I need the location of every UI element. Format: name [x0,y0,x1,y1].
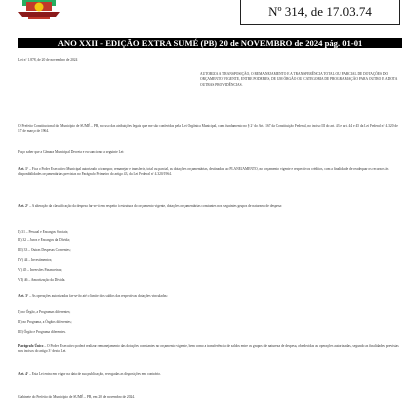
article-3-lead: Art. 3º [18,294,29,298]
article-4-text: – Esta Lei entra em vigor na data de sua publicação, revogadas as disposições em contrário. [29,372,161,376]
preamble: O Prefeito Constitucional do Município de SUMÉ – PB, no uso das atribuições legais que me são conferidas pela Lei Orgânica Municipal, com fundamento no § 2º do Art. 167 da Constituição Federal, no inciso III do art. 43 e art. 44 e 45 da Lei Federal nº 4.320 de 17 de março de 1964. [18,124,398,134]
bulletin-number: Nº 314, de 17.03.74 [268,4,372,19]
item-5: V) 45 – Inversões Financeiras; [18,268,63,272]
article-3 [18,294,402,299]
item-4: IV) 44 – Investimentos; [18,258,53,262]
sole-paragraph-lead: Parágrafo Único [18,344,44,348]
sole-paragraph-text: – O Poder Executivo poderá realizar remanejamento das dotações constantes no orçamento vigente, bem como a transferência de saldos entre os grupos de natureza de despesa, obedecidas as operações autorizadas, segundo as finalidades previstas nos incisos do artigo 3º desta Lei. [18,344,399,354]
item-6: VI) 46 – Amortização da Dívida. [18,278,66,282]
article-4 [18,372,402,377]
subitem-3: III) Órgão e Programa diferentes. [18,330,66,334]
item-2: II) 32 – Juros e Encargos da Dívida; [18,238,70,242]
article-1 [18,167,402,178]
law-title: Lei nº 1.878, de 20 de novembro de 2024 [18,58,78,62]
bulletin-number-box [240,0,400,25]
law-subject: AUTORIZA A TRANSPOSIÇÃO, O REMANEJAMENTO E A TRANSFERÊNCIA TOTAL OU PARCIAL DE DOTAÇÕES DO ORÇAMENTO VIGENTE, ENTRE PODERES, DE UM ÓRGÃO OU CATEGORIA DE PROGRAMAÇÃO PARA OUTRO E ADOTA OUTRAS PROVIDÊNCIAS. [200,72,398,87]
coat-of-arms-icon [14,0,64,20]
item-1: I) 31 – Pessoal e Encargos Sociais; [18,230,69,234]
edition-banner: ANO XXII - EDIÇÃO EXTRA SUMÉ (PB) 20 de NOVEMBRO de 2024 pág. 01-01 [18,38,402,48]
subitem-2: II) no Programa, a Órgãos diferentes; [18,320,72,324]
article-2 [18,204,402,209]
sole-paragraph [18,344,402,355]
article-4-lead: Art. 4º [18,372,29,376]
article-1-lead: Art. 1º [18,167,29,171]
article-2-text: – A alteração da classificação da despesa far-se-á em respeito à estrutura do orçamento vigente, dotações orçamentárias constantes nos seguintes grupos de natureza de despesa: [29,204,282,208]
signature-place: Gabinete do Prefeito do Município de SUMÉ – PB, em 20 de novembro de 2024. [18,395,135,399]
subitem-1: I) no Órgão, a Programas diferentes; [18,310,71,314]
article-3-text: – As operações autorizadas far-se-ão até o limite dos saldos das respectivas dotações vinculadas: [29,294,168,298]
article-2-lead: Art. 2º [18,204,29,208]
promulgation: Faço saber que a Câmara Municipal Decreta e eu sanciono a seguinte Lei: [18,150,125,154]
item-3: III) 33 – Outras Despesas Correntes; [18,248,71,252]
article-1-text: – Fica o Poder Executivo Municipal autorizado a transpor, remanejar e transferir, total ou parcial, as dotações orçamentárias, destinadas ao PLANEJAMENTO, no orçamento vigente e respectivos créditos, com a finalidade de readequar os recursos às disponibilidades orçamentárias previstas no Parágrafo Primeiro do artigo 43, da Lei Federal nº 4.320/1964. [18,167,389,177]
